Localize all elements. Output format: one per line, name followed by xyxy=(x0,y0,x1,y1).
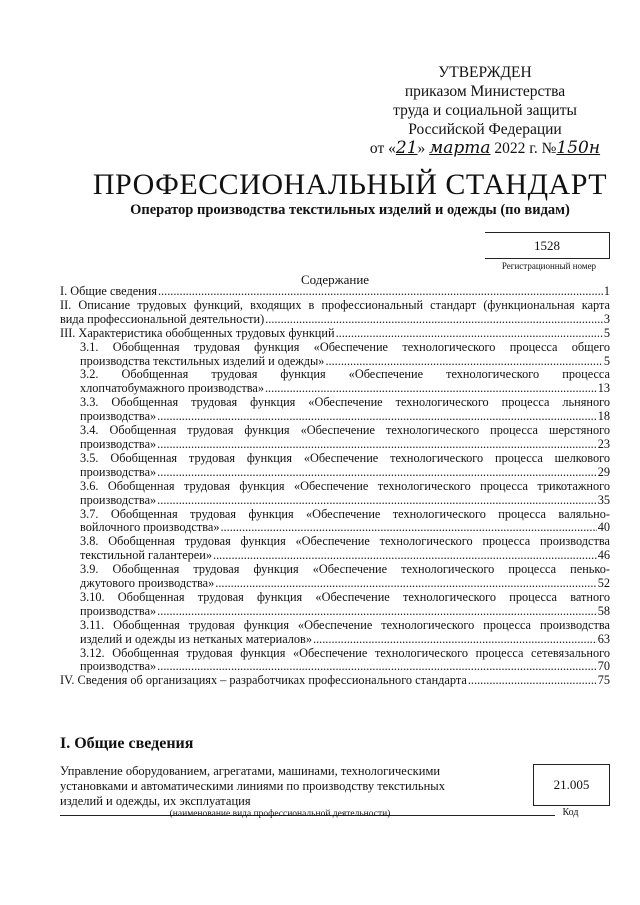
toc-entry-title-cont: войлочного производства» xyxy=(80,520,220,535)
toc-leader xyxy=(325,355,602,369)
toc-entry-title: III. Характеристика обобщенных трудовых функций xyxy=(60,325,335,340)
date-prefix: от « xyxy=(369,140,396,157)
toc-page-number: 5 xyxy=(603,353,610,368)
toc-page-number: 18 xyxy=(597,409,610,424)
toc-entry xyxy=(80,396,610,424)
toc-entry xyxy=(80,591,610,619)
toc-entry-title: 3.10. Обобщенная трудовая функция «Обеспечение технологического процесса ватного xyxy=(80,589,610,604)
document-title: ПРОФЕССИОНАЛЬНЫЙ СТАНДАРТ xyxy=(92,168,608,201)
activity-caption: (наименование вида профессиональной деятельности) xyxy=(169,809,391,819)
registration-caption: Регистрационный номер xyxy=(501,261,597,271)
section-heading: I. Общие сведения xyxy=(60,735,194,752)
date-quote: » xyxy=(417,140,426,157)
toc-entry-title-cont: изделий и одежды из нетканых материалов» xyxy=(80,631,312,646)
activity-name: Управление оборудованием, агрегатами, машинами, технологическими установками и автоматическими линиями по производству текстильных изделий и одежды, их эксплуатация xyxy=(60,764,445,808)
toc-entry-title: 3.11. Обобщенная трудовая функция «Обеспечение технологического процесса производства xyxy=(80,617,610,632)
approval-country: Российской Федерации xyxy=(408,121,562,138)
toc-entry xyxy=(80,480,610,508)
toc-entry-title: 3.5. Обобщенная трудовая функция «Обеспечение технологического процесса шелкового xyxy=(80,450,610,465)
toc-leader xyxy=(468,674,597,688)
date-day: 21 xyxy=(395,138,418,158)
toc-page-number: 29 xyxy=(597,464,610,479)
toc-entry-title-cont: джутового производства» xyxy=(80,576,215,591)
approval-order: приказом Министерства xyxy=(404,83,566,100)
registration-number: 1528 xyxy=(534,238,560,253)
toc-heading: Содержание xyxy=(300,272,370,287)
toc-page-number: 63 xyxy=(597,631,610,646)
toc-page-number: 46 xyxy=(597,548,610,563)
toc-entry-title: 3.8. Обобщенная трудовая функция «Обеспечение технологического процесса производства xyxy=(80,534,610,549)
approval-ministry: труда и социальной защиты xyxy=(393,102,577,119)
approval-block xyxy=(360,63,610,158)
approval-date-line xyxy=(360,139,610,158)
document-subtitle: Оператор производства текстильных изделий и одежды (по видам) xyxy=(130,202,570,218)
toc-entry-title: 3.12. Обобщенная трудовая функция «Обеспечение технологического процесса сетевязального xyxy=(80,645,610,660)
toc-entry-title: I. Общие сведения xyxy=(60,284,157,298)
activity-code-box xyxy=(533,764,610,806)
toc-entry-title-cont: текстильной галантереи» xyxy=(80,548,212,563)
toc-entry xyxy=(80,647,610,675)
toc-leader xyxy=(157,660,597,674)
toc-leader xyxy=(157,494,597,508)
activity-code: 21.005 xyxy=(553,777,590,792)
toc-page-number: 1 xyxy=(603,284,610,298)
toc-entry-title-cont: производства» xyxy=(80,464,157,479)
toc-page-number: 5 xyxy=(603,325,610,340)
toc-page-number: 13 xyxy=(597,381,610,396)
toc-leader xyxy=(157,605,597,619)
toc-entry-title-cont: производства» xyxy=(80,409,157,424)
toc-entry xyxy=(80,424,610,452)
toc-entry xyxy=(60,327,610,341)
toc-entry xyxy=(60,299,610,327)
toc-entry-title: 3.2. Обобщенная трудовая функция «Обеспечение технологического процесса xyxy=(80,367,610,382)
toc-leader xyxy=(336,327,603,341)
toc-entry-title: II. Описание трудовых функций, входящих в профессиональный стандарт (функциональная карта xyxy=(60,297,610,312)
toc-entry-title: 3.1. Обобщенная трудовая функция «Обеспечение технологического процесса общего xyxy=(80,339,610,354)
date-year: 2022 г. № xyxy=(494,140,557,157)
toc-leader xyxy=(158,285,603,299)
toc-page-number: 52 xyxy=(597,576,610,591)
toc-leader xyxy=(220,521,596,535)
toc-entry xyxy=(80,341,610,369)
toc-page-number: 75 xyxy=(597,673,610,688)
toc-entry-title-cont: вида профессиональной деятельности) xyxy=(60,311,265,326)
toc-leader xyxy=(157,410,597,424)
toc-page-number: 70 xyxy=(597,659,610,674)
toc-entry-title-cont: производства» xyxy=(80,436,157,451)
approval-title: УТВЕРЖДЕН xyxy=(438,64,532,81)
toc-page-number: 35 xyxy=(597,492,610,507)
toc-entry xyxy=(80,368,610,396)
toc-entry-title-cont: хлопчатобумажного производства» xyxy=(80,381,264,396)
toc-leader xyxy=(265,313,603,327)
table-of-contents xyxy=(60,285,610,688)
order-number: 150н xyxy=(556,138,601,158)
toc-entry-title-cont: производства текстильных изделий и одежды» xyxy=(80,353,325,368)
toc-entry-title-cont: производства» xyxy=(80,603,157,618)
toc-entry-title: 3.4. Обобщенная трудовая функция «Обеспечение технологического процесса шерстяного xyxy=(80,423,610,438)
toc-page-number: 23 xyxy=(597,436,610,451)
code-caption: Код xyxy=(562,807,579,818)
toc-leader xyxy=(157,438,597,452)
toc-entry-title-cont: производства» xyxy=(80,492,157,507)
toc-entry xyxy=(80,452,610,480)
registration-number-box xyxy=(485,232,610,259)
toc-entry-title: IV. Сведения об организациях – разработчиках профессионального стандарта xyxy=(60,673,467,688)
toc-page-number: 40 xyxy=(597,520,610,535)
toc-entry-title: 3.6. Обобщенная трудовая функция «Обеспечение технологического процесса трикотажного xyxy=(80,478,610,493)
toc-entry-title: 3.7. Обобщенная трудовая функция «Обеспечение технологического процесса валяльно- xyxy=(80,506,610,521)
toc-leader xyxy=(313,633,597,647)
toc-entry xyxy=(80,563,610,591)
toc-entry-title: 3.3. Обобщенная трудовая функция «Обеспечение технологического процесса льняного xyxy=(80,395,610,410)
toc-leader xyxy=(215,577,596,591)
toc-entry xyxy=(60,285,610,299)
toc-entry-title: 3.9. Обобщенная трудовая функция «Обеспечение технологического процесса пенько- xyxy=(80,562,610,577)
toc-page-number: 58 xyxy=(597,603,610,618)
toc-leader xyxy=(265,382,597,396)
toc-leader xyxy=(213,549,597,563)
toc-entry xyxy=(80,619,610,647)
toc-entry xyxy=(80,508,610,536)
toc-page-number: 3 xyxy=(603,311,610,326)
toc-entry xyxy=(80,535,610,563)
toc-leader xyxy=(157,466,597,480)
toc-entry-title-cont: производства» xyxy=(80,659,157,674)
toc-entry xyxy=(60,674,610,688)
date-month: марта xyxy=(429,138,491,158)
